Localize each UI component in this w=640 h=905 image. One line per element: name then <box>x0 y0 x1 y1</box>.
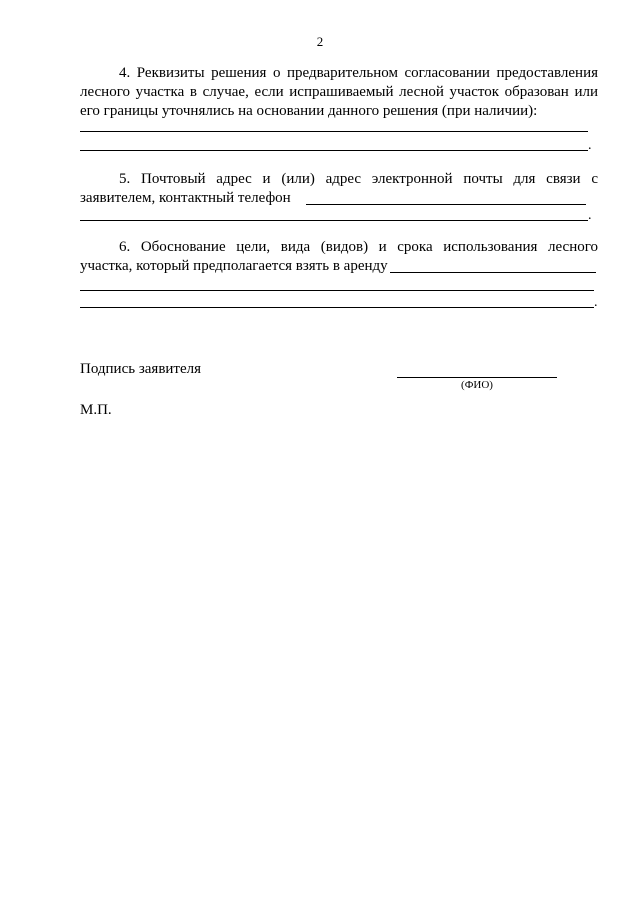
section-6-rent-line[interactable] <box>390 272 596 273</box>
section-5-phone-line[interactable] <box>306 204 586 205</box>
signature-line[interactable] <box>397 377 557 378</box>
section-6-fill-line-2[interactable] <box>80 307 594 308</box>
section-5-end-mark: . <box>588 208 592 223</box>
section-4-requisites <box>80 64 598 121</box>
section-5-fill-line-1[interactable] <box>80 220 588 221</box>
signature-label: Подпись заявителя <box>80 361 202 377</box>
section-5-text: 5. Почтовый адрес и (или) адрес электронной почты для связи с заявителем, контактный телефон <box>80 171 598 206</box>
seal-label: М.П. <box>80 402 112 418</box>
section-4-end-mark: . <box>588 138 592 153</box>
section-4-text: 4. Реквизиты решения о предварительном согласовании предоставления лесного участка в случае, если испрашиваемый лесной участок образован или его границы уточнялись на основании данного решения (при наличии): <box>80 65 598 119</box>
section-4-fill-line-1[interactable] <box>80 131 588 132</box>
section-6-justification <box>80 238 598 276</box>
section-5-contacts <box>80 170 598 208</box>
section-4-fill-line-2[interactable] <box>80 150 588 151</box>
section-6-fill-line-1[interactable] <box>80 290 594 291</box>
section-6-text: 6. Обоснование цели, вида (видов) и срока использования лесного участка, который предполагается взять в аренду <box>80 239 598 274</box>
page-number: 2 <box>316 34 324 49</box>
fio-caption: (ФИО) <box>461 379 493 391</box>
section-6-end-mark: . <box>594 295 598 310</box>
